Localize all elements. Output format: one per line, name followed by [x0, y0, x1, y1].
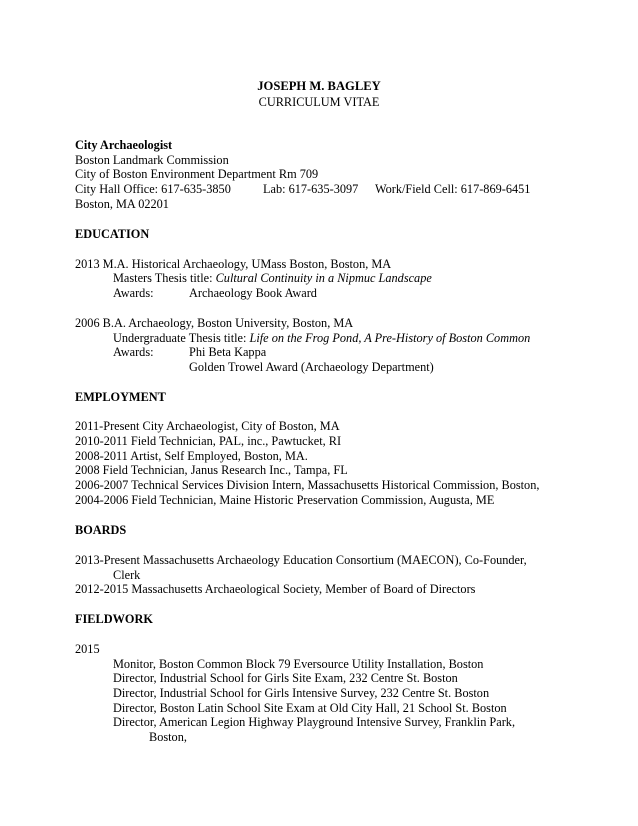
fieldwork-heading: FIELDWORK [75, 612, 153, 626]
organization: Boston Landmark Commission [75, 153, 229, 167]
education-ba: 2006 B.A. Archaeology, Boston University, Boston, MA [75, 316, 354, 330]
ba-award-2: Golden Trowel Award (Archaeology Department) [189, 360, 434, 374]
employment-heading: EMPLOYMENT [75, 390, 166, 404]
job-title: City Archaeologist [75, 138, 173, 152]
employment-item: 2008-2011 Artist, Self Employed, Boston, MA. [75, 449, 308, 463]
fieldwork-item-continuation: Boston, [149, 730, 187, 744]
ba-award-1: Phi Beta Kappa [189, 345, 267, 359]
boards-heading: BOARDS [75, 523, 127, 537]
employment-item: 2008 Field Technician, Janus Research Inc., Tampa, FL [75, 463, 348, 477]
board-item: 2012-2015 Massachusetts Archaeological Society, Member of Board of Directors [75, 582, 476, 596]
office-phone: City Hall Office: 617-635-3850 [75, 182, 231, 196]
fieldwork-item: Director, Industrial School for Girls Intensive Survey, 232 Centre St. Boston [113, 686, 490, 700]
education-ma: 2013 M.A. Historical Archaeology, UMass Boston, Boston, MA [75, 257, 392, 271]
ba-thesis-label: Undergraduate Thesis title: [113, 331, 247, 345]
fieldwork-item: Director, Industrial School for Girls Site Exam, 232 Centre St. Boston [113, 671, 458, 685]
cv-subtitle: CURRICULUM VITAE [258, 95, 380, 109]
ba-thesis-title: Life on the Frog Pond, A Pre-History of Boston Common [249, 331, 531, 345]
ba-thesis-line [113, 331, 530, 346]
ba-awards-label: Awards: [113, 345, 154, 359]
board-item: 2013-Present Massachusetts Archaeology Education Consortium (MAECON), Co-Founder, [75, 553, 527, 567]
employment-item: 2011-Present City Archaeologist, City of Boston, MA [75, 419, 340, 433]
board-item-continuation: Clerk [113, 568, 141, 582]
ma-awards-label: Awards: [113, 286, 154, 300]
employment-item: 2010-2011 Field Technician, PAL, inc., Pawtucket, RI [75, 434, 342, 448]
ma-thesis-title: Cultural Continuity in a Nipmuc Landscape [215, 271, 432, 285]
ma-award: Archaeology Book Award [189, 286, 317, 300]
department: City of Boston Environment Department Rm 709 [75, 167, 319, 181]
city-address: Boston, MA 02201 [75, 197, 169, 211]
fieldwork-item: Director, Boston Latin School Site Exam at Old City Hall, 21 School St. Boston [113, 701, 507, 715]
fieldwork-item: Monitor, Boston Common Block 79 Eversource Utility Installation, Boston [113, 657, 484, 671]
lab-phone: Lab: 617-635-3097 [263, 182, 359, 196]
fieldwork-item: Director, American Legion Highway Playground Intensive Survey, Franklin Park, [113, 715, 516, 729]
cv-name: JOSEPH M. BAGLEY [257, 79, 381, 93]
fieldwork-year: 2015 [75, 642, 100, 656]
ma-thesis-line [113, 271, 432, 286]
employment-item: 2004-2006 Field Technician, Maine Historic Preservation Commission, Augusta, ME [75, 493, 495, 507]
ma-thesis-label: Masters Thesis title: [113, 271, 213, 285]
cell-phone: Work/Field Cell: 617-869-6451 [375, 182, 531, 196]
education-heading: EDUCATION [75, 227, 150, 241]
employment-item: 2006-2007 Technical Services Division Intern, Massachusetts Historical Commission, Boston, [75, 478, 540, 492]
